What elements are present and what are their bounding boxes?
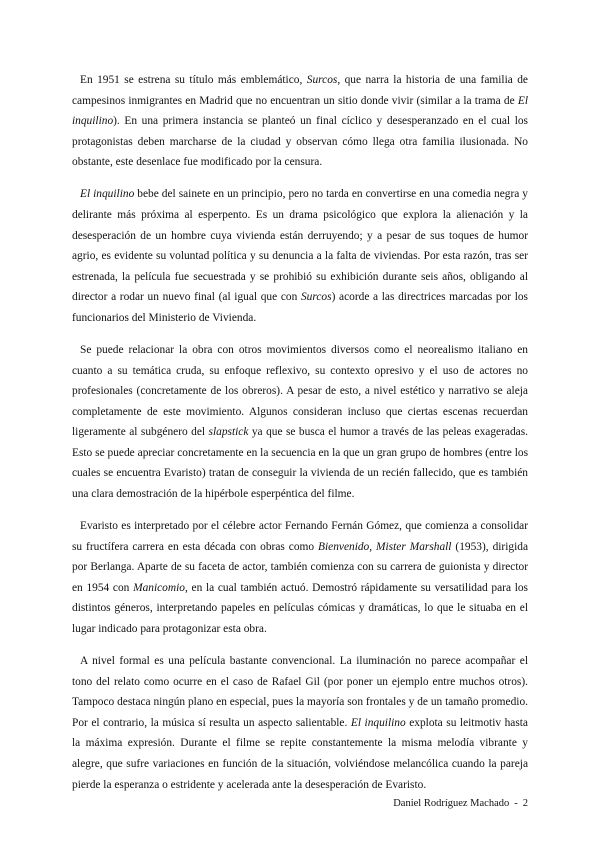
text-run: En 1951 se estrena su título más emblemático, bbox=[80, 74, 307, 86]
text-run: ya que se busca el humor a través de las peleas exageradas. Esto se puede apreciar concretamente en la secuencia en la que un gran grupo de hombres (entre los cuales se encuentra Evaristo) tratan de conseguir la vivienda de un recién fallecido, que es también una clara demostración de la hipérbole esperpéntica del filme. bbox=[72, 426, 528, 501]
footer-author: Daniel Rodríguez Machado bbox=[393, 798, 510, 809]
paragraph bbox=[72, 340, 528, 505]
footer-separator: - bbox=[514, 798, 518, 809]
title-italic: Bienvenido, Mister Marshall bbox=[318, 540, 452, 553]
page-number: 2 bbox=[522, 798, 528, 809]
text-run: , en la cual también actuó. Demostró rápidamente su versatilidad para los distintos géneros, interpretando papeles en películas cómicas y dramáticas, lo que le situaba en el lugar indicado para protagonizar esta obra. bbox=[72, 581, 528, 636]
text-run: Se puede relacionar la obra con otros movimientos diversos como el neorealismo italiano en cuanto a su temática cruda, su enfoque reflexivo, su contexto opresivo y el uso de actores no profesionales (concretamente de los obreros). A pesar de esto, a nivel estético y narrativo se aleja completamente de este movimiento. Algunos consideran incluso que ciertas escenas recuerdan ligeramente al subgénero del bbox=[72, 343, 528, 439]
text-run: ). En una primera instancia se planteó un final cíclico y desesperanzado en el cual los protagonistas deben marcharse de la ciudad y observan cómo llega otra familia ilusionada. No obstante, este desenlace fue modificado por la censura. bbox=[72, 115, 528, 169]
term-italic: slapstick bbox=[208, 426, 249, 439]
title-italic: Surcos bbox=[306, 74, 338, 86]
text-run: (1953), dirigida por Berlanga. Aparte de su faceta de actor, también comienza con su carrera de guionista y director en 1954 con bbox=[72, 540, 528, 594]
title-italic: El inquilino bbox=[72, 94, 528, 128]
body-text bbox=[72, 70, 528, 807]
title-italic: Surcos bbox=[300, 291, 332, 304]
text-run: explota su leitmotiv hasta la máxima expresión. Durante el filme se repite constantemente la misma melodía vibrante y alegre, que sufre variaciones en función de la situación, volviéndose melancólica cuando la pareja pierde la esperanza o estridente y acelerada ante la desesperación de Evaristo. bbox=[72, 716, 528, 791]
paragraph bbox=[72, 516, 528, 640]
text-run: ) acorde a las directrices marcadas por los funcionarios del Ministerio de Vivienda. bbox=[72, 291, 528, 324]
paragraph bbox=[72, 70, 528, 173]
paragraph bbox=[72, 651, 528, 795]
paragraph bbox=[72, 184, 528, 328]
text-run: bebe del sainete en un principio, pero no tarda en convertirse en una comedia negra y delirante más próxima al esperpento. Es un drama psicológico que explora la alienación y la desesperación de un hombre cuya vivienda están derruyendo; y a pesar de sus toques de humor agrio, es evidente su voluntad política y su denuncia a la falta de viviendas. Por esta razón, tras ser estrenada, la película fue secuestrada y se prohibió su exhibición durante seis años, obligando al director a rodar un nuevo final (al igual que con bbox=[72, 188, 528, 304]
text-run: , que narra la historia de una familia de campesinos inmigrantes en Madrid que no encuentran un sitio donde vivir (similar a la trama de bbox=[72, 74, 528, 107]
page-footer bbox=[393, 797, 528, 811]
text-run: Evaristo es interpretado por el célebre actor Fernando Fernán Gómez, que comienza a consolidar su fructífera carrera en esta década con obras como bbox=[72, 520, 528, 553]
title-italic: El inquilino bbox=[80, 188, 135, 201]
title-italic: El inquilino bbox=[350, 716, 406, 729]
text-run: A nivel formal es una película bastante convencional. La iluminación no parece acompañar el tono del relato como ocurre en el caso de Rafael Gil (por poner un ejemplo entre muchos otros). Tampoco destaca ningún plano en especial, pues la mayoría son frontales y de un tamaño promedio. Por el contrario, la música sí resulta un aspecto salientable. bbox=[72, 655, 528, 729]
title-italic: Manicomio bbox=[133, 581, 185, 594]
